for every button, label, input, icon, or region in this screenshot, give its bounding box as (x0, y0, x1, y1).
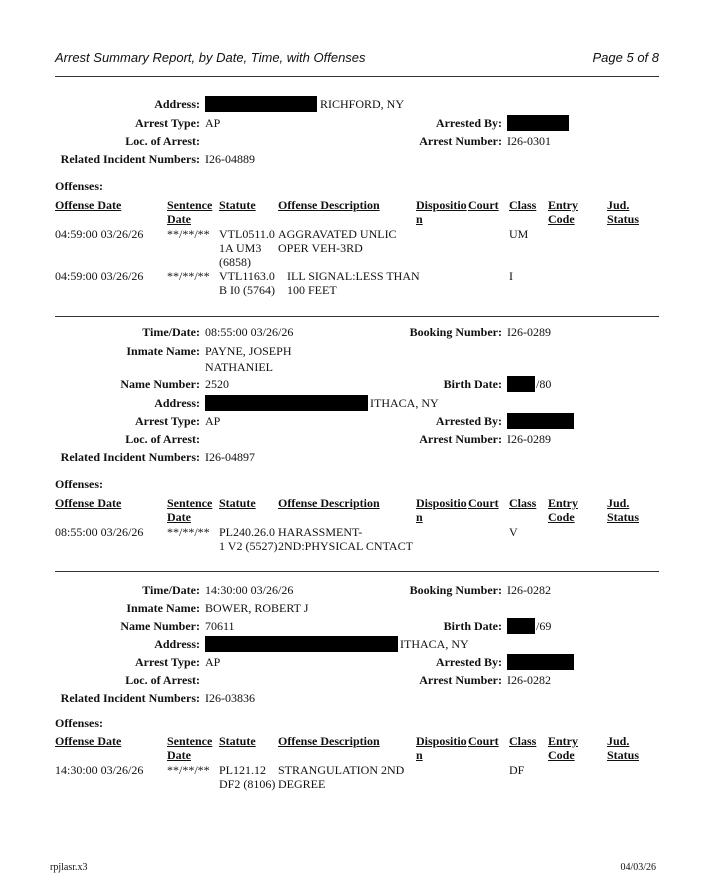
col-disposition: Dispositio (416, 198, 467, 212)
redacted-address (205, 395, 368, 411)
col-entry-code: Code (548, 212, 575, 226)
offense-description-line-2: OPER VEH-3RD (278, 241, 363, 255)
col-entry-code: Code (548, 510, 575, 524)
col-sentence: Sentence (167, 496, 213, 510)
arrest-type-label: Arrest Type: (135, 414, 200, 428)
col-entry: Entry (548, 198, 578, 212)
col-jud: Jud. (607, 198, 630, 212)
header-divider (55, 76, 659, 77)
col-entry-code: Code (548, 748, 575, 762)
inmate-name-value: PAYNE, JOSEPH (205, 344, 292, 358)
statute-line-2: B I0 (5764) (219, 283, 275, 297)
statute: PL121.12 (219, 763, 267, 777)
redacted-birth-date (507, 618, 535, 634)
birth-date-suffix: /69 (536, 619, 552, 633)
loc-of-arrest-label: Loc. of Arrest: (125, 432, 200, 446)
name-number-value: 70611 (205, 619, 235, 633)
col-offense-date: Offense Date (55, 496, 122, 510)
inmate-name-value-line-2: NATHANIEL (205, 360, 273, 374)
booking-number-value: I26-0282 (507, 583, 551, 597)
offense-description-line-2: 100 FEET (287, 283, 337, 297)
booking-number-label: Booking Number: (409, 583, 502, 597)
col-offense-description: Offense Description (278, 496, 380, 510)
offenses-label: Offenses: (55, 716, 103, 730)
col-class: Class (509, 496, 537, 510)
statute: VTL0511.0 (219, 227, 275, 241)
statute: VTL1163.0 (219, 269, 275, 283)
address-city: ITHACA, NY (370, 396, 439, 410)
col-jud: Jud. (607, 496, 630, 510)
arrest-number-label: Arrest Number: (419, 432, 502, 446)
sentence-date: **/**/** (167, 763, 210, 777)
inmate-name-label: Inmate Name: (126, 344, 200, 358)
col-court: Court (468, 496, 499, 510)
sentence-date: **/**/** (167, 525, 210, 539)
related-incident-value: I26-03836 (205, 691, 255, 705)
statute: PL240.26.0 (219, 525, 276, 539)
redacted-birth-date (507, 376, 535, 392)
offense-description: AGGRAVATED UNLIC (278, 227, 397, 241)
statute-line-2: DF2 (8106) (219, 777, 276, 791)
offense-date: 14:30:00 03/26/26 (55, 763, 144, 777)
address-label: Address: (154, 396, 200, 410)
birth-date-label: Birth Date: (443, 619, 502, 633)
col-court: Court (468, 198, 499, 212)
col-jud: Jud. (607, 734, 630, 748)
col-jud-status: Status (607, 510, 640, 524)
col-sentence: Sentence (167, 198, 213, 212)
col-sentence-date: Date (167, 510, 191, 524)
arrest-number-value: I26-0282 (507, 673, 551, 687)
offense-class: I (509, 269, 513, 283)
arrest-type-value: AP (205, 116, 221, 130)
name-number-label: Name Number: (120, 377, 200, 391)
name-number-value: 2520 (205, 377, 229, 391)
offense-description: STRANGULATION 2ND (278, 763, 405, 777)
offense-class: UM (509, 227, 529, 241)
arrest-type-label: Arrest Type: (135, 655, 200, 669)
redacted-arrested-by (507, 654, 574, 670)
arrested-by-label: Arrested By: (435, 414, 502, 428)
report-title: Arrest Summary Report, by Date, Time, with Offenses (55, 50, 366, 65)
arrest-number-value: I26-0301 (507, 134, 551, 148)
arrested-by-label: Arrested By: (435, 116, 502, 130)
col-disposition-2: n (416, 748, 423, 762)
address-label: Address: (154, 637, 200, 651)
arrest-type-value: AP (205, 655, 221, 669)
arrest-number-value: I26-0289 (507, 432, 551, 446)
offense-description-line-2: DEGREE (278, 777, 326, 791)
col-statute: Statute (219, 734, 256, 748)
col-offense-description: Offense Description (278, 734, 380, 748)
birth-date-suffix: /80 (536, 377, 552, 391)
name-number-label: Name Number: (120, 619, 200, 633)
statute-line-3: (6858) (219, 255, 251, 269)
col-disposition: Dispositio (416, 734, 467, 748)
inmate-name-value: BOWER, ROBERT J (205, 601, 309, 615)
arrest-type-value: AP (205, 414, 221, 428)
redacted-arrested-by (507, 115, 569, 131)
offense-description: ILL SIGNAL:LESS THAN (287, 269, 420, 283)
redacted-address (205, 636, 398, 652)
col-disposition: Dispositio (416, 496, 467, 510)
time-date-value: 08:55:00 03/26/26 (205, 325, 294, 339)
col-jud-status: Status (607, 212, 640, 226)
inmate-name-label: Inmate Name: (126, 601, 200, 615)
col-class: Class (509, 734, 537, 748)
related-incident-value: I26-04897 (205, 450, 255, 464)
col-class: Class (509, 198, 537, 212)
booking-number-value: I26-0289 (507, 325, 551, 339)
offenses-label: Offenses: (55, 477, 103, 491)
arrest-number-label: Arrest Number: (419, 673, 502, 687)
col-jud-status: Status (607, 748, 640, 762)
offense-description: HARASSMENT- (278, 525, 363, 539)
offense-date: 04:59:00 03/26/26 (55, 269, 144, 283)
address-label: Address: (154, 97, 200, 111)
related-incident-label: Related Incident Numbers: (60, 152, 200, 166)
sentence-date: **/**/** (167, 227, 210, 241)
footer-print-date: 04/03/26 (620, 862, 656, 873)
offense-class: DF (509, 763, 525, 777)
birth-date-label: Birth Date: (443, 377, 502, 391)
col-entry: Entry (548, 496, 578, 510)
col-statute: Statute (219, 496, 256, 510)
col-disposition-2: n (416, 510, 423, 524)
statute-line-2: 1 V2 (5527) (219, 539, 278, 553)
redacted-arrested-by (507, 413, 574, 429)
col-sentence-date: Date (167, 212, 191, 226)
col-offense-date: Offense Date (55, 734, 122, 748)
sentence-date: **/**/** (167, 269, 210, 283)
related-incident-value: I26-04889 (205, 152, 255, 166)
col-sentence-date: Date (167, 748, 191, 762)
loc-of-arrest-label: Loc. of Arrest: (125, 134, 200, 148)
offense-description-line-2: 2ND:PHYSICAL CNTACT (278, 539, 413, 553)
address-city: RICHFORD, NY (320, 97, 405, 111)
col-statute: Statute (219, 198, 256, 212)
statute-line-2: 1A UM3 (219, 241, 262, 255)
col-entry: Entry (548, 734, 578, 748)
offense-class: V (509, 525, 518, 539)
col-offense-date: Offense Date (55, 198, 122, 212)
page-number: Page 5 of 8 (592, 50, 659, 65)
col-disposition-2: n (416, 212, 423, 226)
related-incident-label: Related Incident Numbers: (60, 691, 200, 705)
time-date-label: Time/Date: (142, 325, 200, 339)
arrest-number-label: Arrest Number: (419, 134, 502, 148)
offenses-label: Offenses: (55, 179, 103, 193)
related-incident-label: Related Incident Numbers: (60, 450, 200, 464)
loc-of-arrest-label: Loc. of Arrest: (125, 673, 200, 687)
time-date-value: 14:30:00 03/26/26 (205, 583, 294, 597)
booking-number-label: Booking Number: (409, 325, 502, 339)
record-divider (55, 571, 659, 572)
record-divider (55, 316, 659, 317)
arrest-type-label: Arrest Type: (135, 116, 200, 130)
offense-date: 08:55:00 03/26/26 (55, 525, 144, 539)
address-city: ITHACA, NY (400, 637, 469, 651)
col-sentence: Sentence (167, 734, 213, 748)
footer-report-code: rpjlasr.x3 (50, 862, 88, 873)
redacted-address (205, 96, 317, 112)
col-offense-description: Offense Description (278, 198, 380, 212)
offense-date: 04:59:00 03/26/26 (55, 227, 144, 241)
time-date-label: Time/Date: (142, 583, 200, 597)
arrested-by-label: Arrested By: (435, 655, 502, 669)
col-court: Court (468, 734, 499, 748)
